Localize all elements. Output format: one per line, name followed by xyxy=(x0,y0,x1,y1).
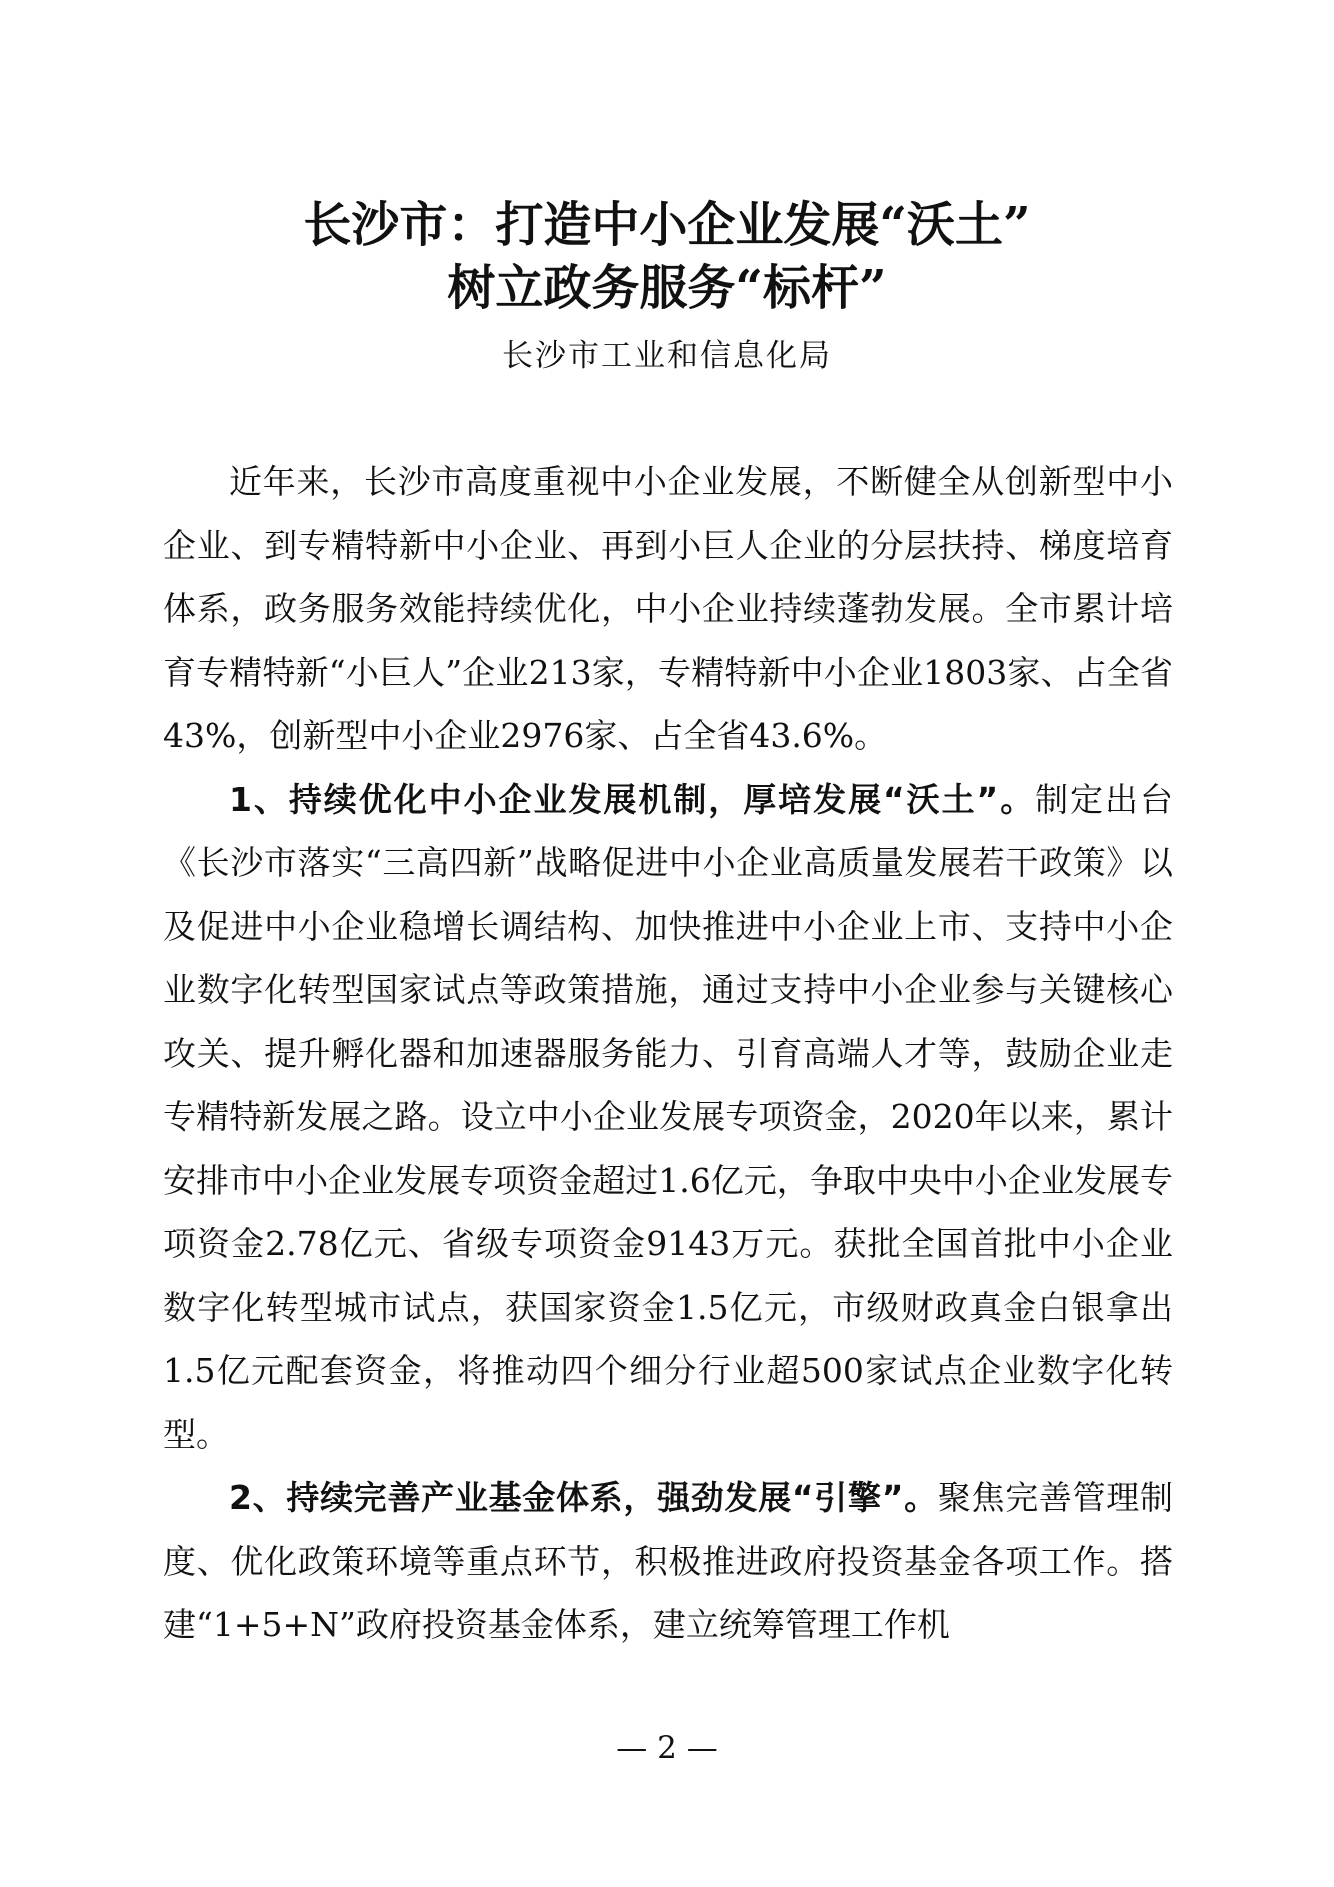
section-1-text: 制定出台《长沙市落实“三高四新”战略促进中小企业高质量发展若干政策》以及促进中小企业稳增长调结构、加快推进中小企业上市、支持中小企业数字化转型国家试点等政策措施，通过支持中小企业参与关键核心攻关、提升孵化器和加速器服务能力、引育高端人才等，鼓励企业走专精特新发展之路。设立中小企业发展专项资金，2020年以来，累计安排市中小企业发展专项资金超过1.6亿元，争取中央中小企业发展专项资金2.78亿元、省级专项资金9143万元。获批全国首批中小企业数字化转型城市试点，获国家资金1.5亿元，市级财政真金白银拿出1.5亿元配套资金，将推动四个细分行业超500家试点企业数字化转型。 xyxy=(163,779,1174,1454)
paragraph-section-1 xyxy=(163,768,1173,1467)
section-2-text: 聚焦完善管理制度、优化政策环境等重点环节，积极推进政府投资基金各项工作。搭建“1+5+N”政府投资基金体系，建立统筹管理工作机 xyxy=(163,1478,1174,1644)
paragraph-section-2 xyxy=(163,1466,1173,1657)
document-body xyxy=(163,450,1173,1657)
document-title-line-2: 树立政务服务“标杆” xyxy=(447,260,887,316)
document-title-line-1: 长沙市：打造中小企业发展“沃土” xyxy=(303,197,1031,253)
document-author: 长沙市工业和信息化局 xyxy=(502,338,832,374)
page-number: — 2 — xyxy=(616,1730,718,1766)
section-1-heading: 1、持续优化中小企业发展机制，厚培发展“沃土”。 xyxy=(229,779,1036,819)
section-2-heading: 2、持续完善产业基金体系，强劲发展“引擎”。 xyxy=(229,1478,938,1517)
paragraph-intro xyxy=(163,450,1173,768)
paragraph-intro-text: 近年来，长沙市高度重视中小企业发展，不断健全从创新型中小企业、到专精特新中小企业、再到小巨人企业的分层扶持、梯度培育体系，政务服务效能持续优化，中小企业持续蓬勃发展。全市累计培育专精特新“小巨人”企业213家，专精特新中小企业1803家、占全省43%，创新型中小企业2976家、占全省43.6%。 xyxy=(163,462,1173,755)
